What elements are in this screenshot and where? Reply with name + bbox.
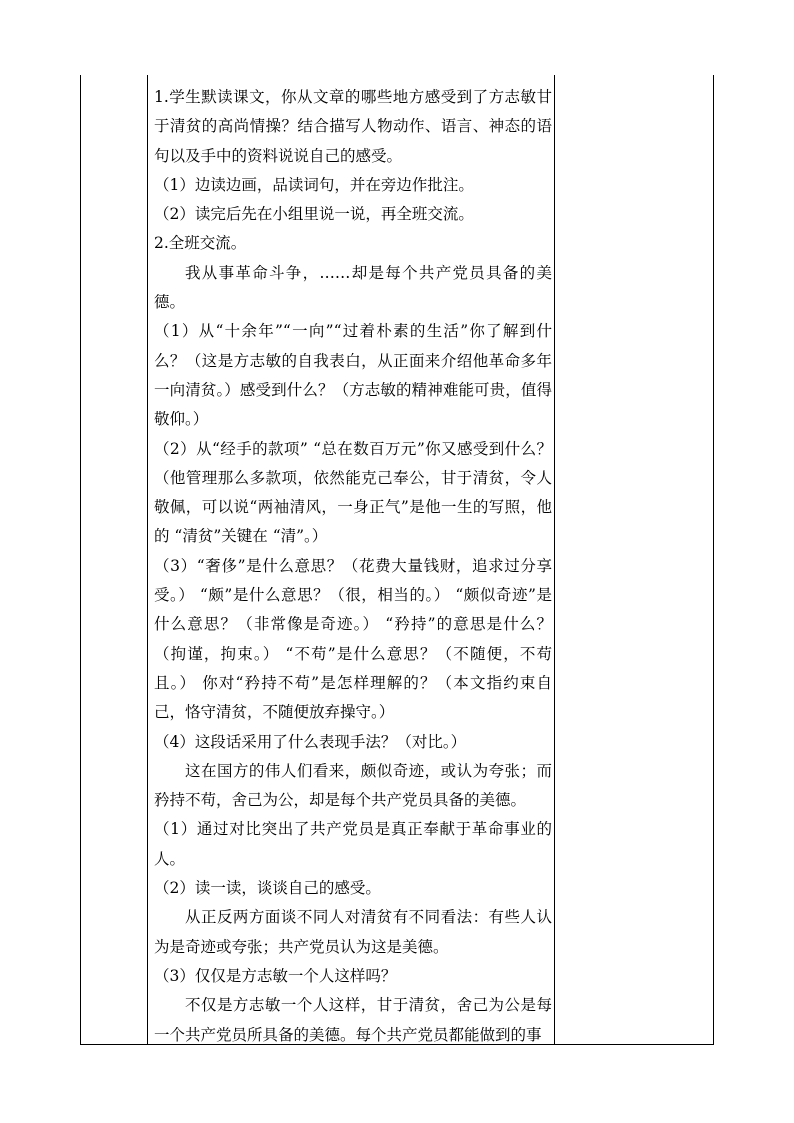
step-1-sub-2: （2）读完后先在小组里说一说，再全班交流。 [154,205,474,224]
question-4: （4）这段话采用了什么表现手法？（对比。） [154,732,467,751]
question-1: （1）从“十余年”“一向”“过着朴素的生活”你了解到什么？（这是方志敏的自我表白，从正面来介绍他革命多年一向清贫。）感受到什么？（方志敏的精神难能可贵，值得敬仰。） [154,322,552,429]
step-1-sub-1: （1）边读边画，品读词句，并在旁边作批注。 [154,175,474,194]
point-1: （1）通过对比突出了共产党员是真正奉献于革命事业的人。 [154,820,552,868]
point-3-answer: 不仅是方志敏一个人这样，甘于清贫，舍己为公是每一个共产党员所具备的美德。每个共产党员都能做到的事 [154,996,552,1044]
question-2: （2）从“经手的款项” “总在数百万元”你又感受到什么？（他管理那么多款项，依然能克己奉公，甘于清贫，令人敬佩，可以说“两袖清风，一身正气”是他一生的写照，他的 “清贫”关键在 “清”。） [154,439,552,546]
table-column-divider-right [554,75,555,1044]
quote-paragraph-2: 这在国方的伟人们看来，颇似奇迹，或认为夸张；而矜持不苟，舍己为公，却是每个共产党员具备的美德。 [154,761,552,810]
point-2-answer: 从正反两方面谈不同人对清贫有不同看法：有些人认为是奇迹或夸张；共产党员认为这是美德。 [154,908,552,956]
question-3: （3）“奢侈”是什么意思？（花费大量钱财，追求过分享受。） “颇”是什么意思？（很，相当的。） “颇似奇迹”是什么意思？（非常像是奇迹。） “矜持”的意思是什么？（拘谨，拘束。） “不苟”是什么意思？（不随便，不苟且。） 你对“矜持不苟”是怎样理解的？（本文指约束自己，恪守清贫，不随便放弃操守。） [154,556,552,722]
step-1-instruction: 1.学生默读课文，你从文章的哪些地方感受到了方志敏甘于清贫的高尚情操？结合描写人物动作、语言、神态的语句以及手中的资料说说自己的感受。 [154,88,552,165]
point-2: （2）读一读，谈谈自己的感受。 [154,879,381,898]
lesson-table [80,75,714,1045]
point-3: （3）仅仅是方志敏一个人这样吗？ [154,966,397,985]
step-2-heading: 2.全班交流。 [154,234,247,253]
lesson-content-cell [148,75,554,1044]
quote-paragraph-1: 我从事革命斗争，……却是每个共产党员具备的美德。 [154,263,552,312]
